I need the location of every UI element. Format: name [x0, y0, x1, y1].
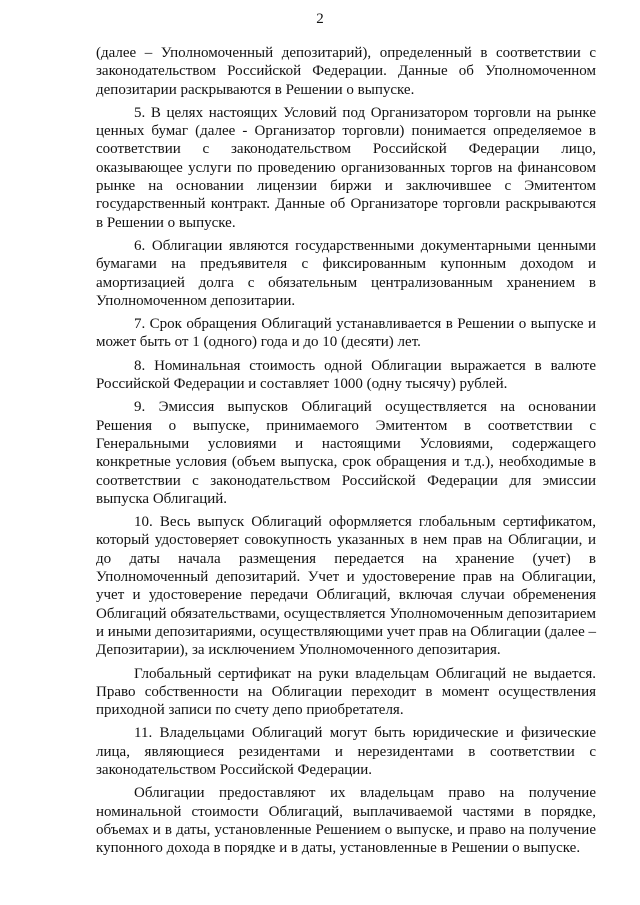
document-body	[96, 44, 596, 862]
paragraph-6-bond-type: 6. Облигации являются государственными документарными ценными бумагами на предъявителя с фиксированным купонным доходом и амортизацией долга с обязательным централизованным хранением в Уполномоченном депозитарии.	[96, 237, 596, 309]
paragraph-9-emission: 9. Эмиссия выпусков Облигаций осуществляется на основании Решения о выпуске, принимаемого Эмитентом в соответствии с Генеральными условиями и настоящими Условиями, содержащего конкретные условия (объем выпуска, срок обращения и т.д.), необходимые в соответствии с законодательством Российской Федерации для эмиссии выпуска Облигаций.	[96, 399, 596, 507]
paragraph-7-term: 7. Срок обращения Облигаций устанавливается в Решении о выпуске и может быть от 1 (одного) года и до 10 (десяти) лет.	[96, 316, 596, 351]
paragraph-certificate-ownership: Глобальный сертификат на руки владельцам Облигаций не выдается. Право собственности на Облигации переходит в момент осуществления приходной записи по счету депо приобретателя.	[96, 665, 596, 719]
paragraph-owner-rights: Облигации предоставляют их владельцам право на получение номинальной стоимости Облигаций, выплачиваемой частями в порядке, объемах и в даты, установленные Решением о выпуске, и право на получение купонного дохода в порядке и в даты, установленные в Решении о выпуске.	[96, 785, 596, 857]
paragraph-5-trade-organizer: 5. В целях настоящих Условий под Организатором торговли на рынке ценных бумаг (далее - Организатор торговли) понимается определяемое в соответствии с законодательством Российской Федерации лицо, оказывающее услуги по проведению организованных торгов на финансовом рынке на основании лицензии биржи и заключившее с Эмитентом государственный контракт. Данные об Организаторе торговли раскрываются в Решении о выпуске.	[96, 104, 596, 231]
paragraph-8-nominal-value: 8. Номинальная стоимость одной Облигации выражается в валюте Российской Федерации и составляет 1000 (одну тысячу) рублей.	[96, 357, 596, 393]
paragraph-10-global-certificate: 10. Весь выпуск Облигаций оформляется глобальным сертификатом, который удостоверяет совокупность указанных в нем прав на Облигации, и до даты начала размещения передается на хранение (учет) в Уполномоченный депозитарий. Учет и удостоверение прав на Облигации, учет и удостоверение передачи Облигаций, включая случаи обременения Облигаций обязательствами, осуществляется Уполномоченным депозитарием и иными депозитариями, осуществляющими учет прав на Облигации (далее – Депозитарии), за исключением Уполномоченного депозитария.	[96, 514, 596, 659]
page-number: 2	[316, 11, 324, 27]
paragraph-11-bond-owners: 11. Владельцами Облигаций могут быть юридические и физические лица, являющиеся резидентами и нерезидентами в соответствии с законодательством Российской Федерации.	[96, 725, 596, 778]
paragraph-continuation: (далее – Уполномоченный депозитарий), определенный в соответствии с законодательством Российской Федерации. Данные об Уполномоченном депозитарии раскрываются в Решении о выпуске.	[96, 45, 596, 98]
